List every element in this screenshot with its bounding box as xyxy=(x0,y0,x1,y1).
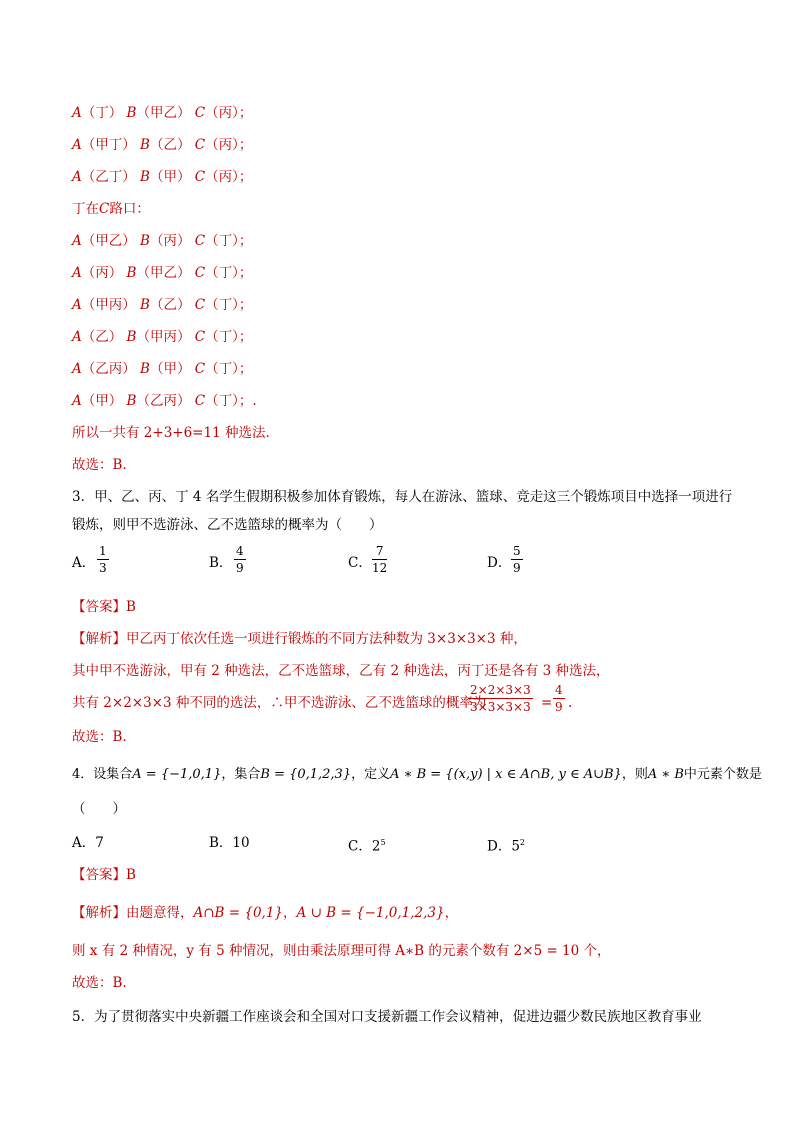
case-line: A（甲） B（乙丙） C（丁）；. xyxy=(72,393,257,409)
q3-option-b-label: B． xyxy=(209,555,233,571)
q4-option-c: C．$2^5$ xyxy=(348,838,386,855)
case-line: A（丁） B（甲乙） C（丙）； xyxy=(72,105,253,121)
q3-analysis-line1: 【解析】甲乙丙丁依次任选一项进行锻炼的不同方法种数为 3×3×3×3 种， xyxy=(72,631,527,647)
q4-answer: 【答案】B xyxy=(72,867,136,883)
q3-probability-fraction: 2×2×3×3 3×3×3×3 xyxy=(470,683,531,714)
q3-analysis-line3: 共有 2×2×3×3 种不同的选法，∴甲不选游泳、乙不选篮球的概率为 xyxy=(72,695,487,711)
case-line: A（丙） B（甲乙） C（丁）； xyxy=(72,265,253,281)
q3-option-d-label: D． xyxy=(487,555,512,571)
q4-option-a: A．7 xyxy=(72,835,104,851)
q4-analysis-line1: 【解析】由题意得，A∩B = {0,1}，A ∪ B = {−1,0,1,2,3}， xyxy=(72,905,459,921)
answer-select: 故选：B. xyxy=(72,457,127,473)
q4-paren: （ ） xyxy=(72,801,126,817)
q4-option-b: B．10 xyxy=(209,835,250,851)
q3-option-c-fraction: 7 12 xyxy=(372,544,388,575)
q3-result-fraction: 4 9 xyxy=(555,683,563,714)
q3-option-c-label: C． xyxy=(348,555,372,571)
q4-option-d: D．$5^2$ xyxy=(487,838,526,855)
q3-period: . xyxy=(568,695,573,711)
case-line: A（甲丁） B（乙） C（丙）； xyxy=(72,137,253,153)
q4-select: 故选：B. xyxy=(72,975,127,991)
q3-analysis-line2: 其中甲不选游泳，甲有 2 种选法，乙不选篮球，乙有 2 种选法，丙丁还是各有 3 种选法， xyxy=(72,663,610,679)
case-line: A（甲乙） B（丙） C（丁）； xyxy=(72,233,253,249)
q4-analysis-line2: 则 x 有 2 种情况，y 有 5 种情况，则由乘法原理可得 A∗B 的元素个数有 2×5 = 10 个， xyxy=(72,943,611,959)
q3-stem-line1: 3．甲、乙、丙、丁 4 名学生假期积极参加体育锻炼，每人在游泳、篮球、竞走这三个锻炼项目中选择一项进行 xyxy=(72,489,733,505)
case-line: A（乙丁） B（甲） C（丙）； xyxy=(72,169,253,185)
q4-stem-line1: 4．设集合A = {−1,0,1}，集合B = {0,1,2,3}，定义A ∗ B = {(x,y) | x ∈ A∩B, y ∈ A∪B}，则A ∗ B中元素个数是 xyxy=(72,767,762,782)
case-line: A（乙） B（甲丙） C（丁）； xyxy=(72,329,253,345)
q3-select: 故选：B. xyxy=(72,729,127,745)
q3-stem-line2: 锻炼，则甲不选游泳、乙不选篮球的概率为（ ） xyxy=(72,517,383,533)
q3-option-a-fraction: 1 3 xyxy=(99,544,107,575)
q3-answer: 【答案】B xyxy=(72,599,136,615)
q5-stem-line1: 5．为了贯彻落实中央新疆工作座谈会和全国对口支援新疆工作会议精神，促进边疆少数民族地区教育事业 xyxy=(72,1009,702,1025)
ding-c-heading: 丁在C路口： xyxy=(72,201,150,217)
case-line: A（乙丙） B（甲） C（丁）； xyxy=(72,361,253,377)
q3-equals: = xyxy=(541,695,553,711)
q3-option-d-fraction: 5 9 xyxy=(513,544,521,575)
total-line: 所以一共有 2+3+6=11 种选法. xyxy=(72,425,270,441)
q3-option-a-label: A． xyxy=(72,555,96,571)
case-line: A（甲丙） B（乙） C（丁）； xyxy=(72,297,253,313)
q3-option-b-fraction: 4 9 xyxy=(236,544,244,575)
